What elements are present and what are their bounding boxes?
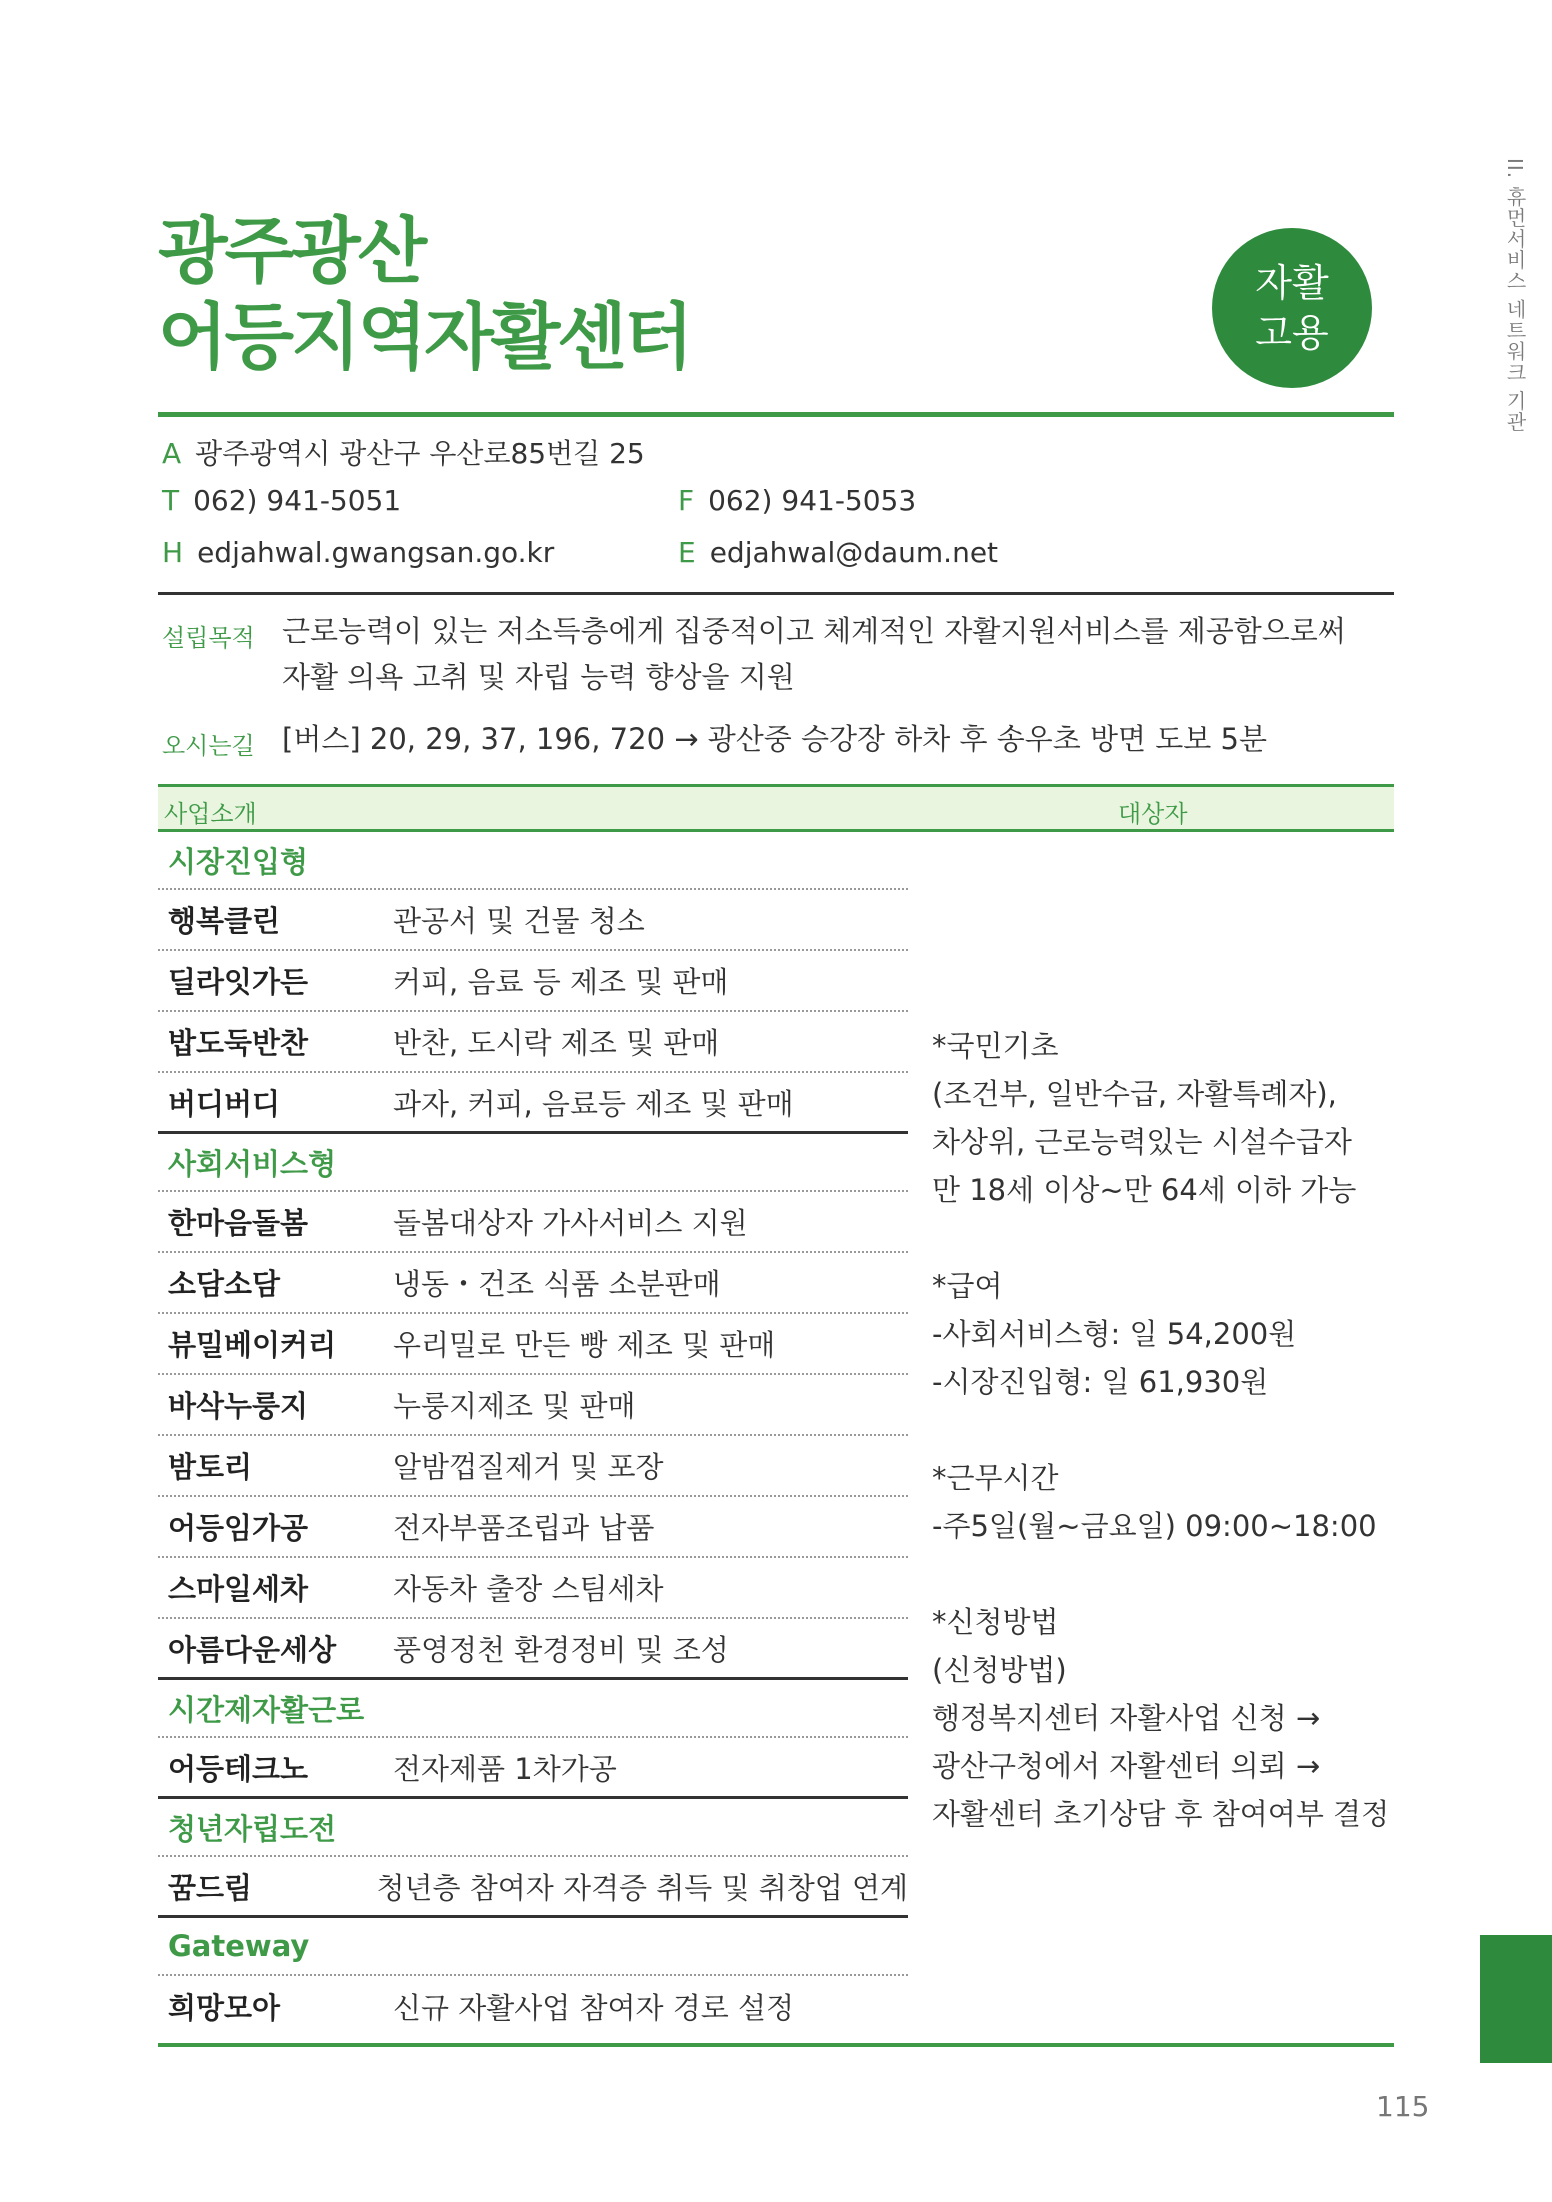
program-row [158, 1976, 908, 2037]
category-part-time: 시간제자활근로 [158, 1680, 908, 1738]
directions-text: [버스] 20, 29, 37, 196, 720 → 광산중 승강장 하차 후 송우초 방면 도보 5분 [282, 722, 1267, 756]
title-divider [158, 412, 1394, 417]
program-desc: 과자, 커피, 음료등 제조 및 판매 [393, 1086, 794, 1121]
target-line: -시장진입형: 일 61,930원 [932, 1365, 1269, 1399]
program-name: 행복클린 [168, 904, 281, 938]
program-desc: 관공서 및 건물 청소 [393, 904, 645, 938]
purpose-label: 설립목적 [162, 624, 255, 652]
program-desc: 알밤껍질제거 및 포장 [393, 1450, 664, 1484]
program-row [158, 1192, 908, 1253]
program-desc: 반찬, 도시락 제조 및 판매 [393, 1026, 720, 1060]
program-desc: 우리밀로 만든 빵 제조 및 판매 [393, 1328, 776, 1362]
program-desc: 청년층 참여자 자격증 취득 및 취창업 연계 [376, 1870, 908, 1905]
category-gateway: Gateway [158, 1918, 908, 1976]
program-row [158, 951, 908, 1012]
category-youth: 청년자립도전 [158, 1799, 908, 1857]
target-line: *급여 [932, 1269, 1003, 1303]
tel-line [162, 484, 401, 517]
target-line: 자활센터 초기상담 후 참여여부 결정 [932, 1797, 1390, 1831]
header-target: 대상자 [1118, 800, 1188, 828]
contact-divider [158, 592, 1394, 595]
target-info [932, 1022, 1389, 1838]
spacer [932, 1214, 1389, 1262]
program-desc: 전자제품 1차가공 [393, 1751, 617, 1786]
page-title [158, 208, 690, 380]
target-line: 행정복지센터 자활사업 신청 → [932, 1701, 1321, 1735]
table-header [158, 784, 1394, 832]
table-bottom-line [158, 2043, 1394, 2047]
program-desc: 자동차 출장 스팀세차 [393, 1572, 664, 1606]
page-number: 115 [1376, 2090, 1430, 2123]
homepage-link[interactable]: edjahwal.gwangsan.go.kr [197, 536, 555, 569]
program-name: 한마음돌봄 [168, 1206, 309, 1240]
program-name: 꿈드림 [168, 1870, 253, 1905]
tel-value: 062) 941-5051 [193, 484, 402, 517]
program-name: 딜라잇가든 [168, 965, 309, 999]
address-value: 광주광역시 광산구 우산로85번길 25 [195, 437, 645, 470]
program-desc: 전자부품조립과 납품 [393, 1511, 655, 1545]
title-line-2: 어등지역자활센터 [158, 295, 691, 379]
program-row [158, 1314, 908, 1375]
purpose-line-1: 근로능력이 있는 저소득층에게 집중적이고 체계적인 자활지원서비스를 제공함으로써 [282, 614, 1346, 648]
program-row [158, 1558, 908, 1619]
program-name: 밥도둑반찬 [168, 1026, 309, 1060]
program-name: 뷰밀베이커리 [168, 1328, 337, 1362]
homepage-key: H [162, 536, 184, 569]
address-key: A [162, 437, 182, 470]
address-line [162, 432, 645, 472]
fax-key: F [678, 484, 695, 517]
badge-line-2: 고용 [1255, 311, 1329, 355]
target-line: (조건부, 일반수급, 자활특례자), [932, 1077, 1337, 1111]
email-link[interactable]: edjahwal@daum.net [709, 536, 999, 569]
target-line: *신청방법 [932, 1605, 1059, 1639]
title-line-1: 광주광산 [158, 209, 425, 293]
target-line: 차상위, 근로능력있는 시설수급자 [932, 1125, 1352, 1159]
tel-key: T [162, 484, 180, 517]
homepage-line [162, 536, 554, 569]
program-desc: 신규 자활사업 참여자 경로 설정 [393, 1991, 795, 2025]
program-name: 소담소담 [168, 1267, 281, 1301]
program-row [158, 1436, 908, 1497]
chapter-tab [1480, 1935, 1552, 2063]
program-desc: 돌봄대상자 가사서비스 지원 [393, 1206, 748, 1240]
program-row [158, 1497, 908, 1558]
program-row [158, 1619, 908, 1680]
spacer [932, 1550, 1389, 1598]
category-market-entry: 시장진입형 [158, 832, 908, 890]
program-desc: 냉동・건조 식품 소분판매 [393, 1267, 721, 1301]
target-line: -사회서비스형: 일 54,200원 [932, 1317, 1297, 1351]
program-name: 버디버디 [168, 1086, 281, 1121]
fax-value: 062) 941-5053 [708, 484, 917, 517]
chapter-side-label: II. 휴먼서비스 네트워크 기관 [1503, 158, 1527, 433]
program-name: 희망모아 [168, 1991, 281, 2025]
program-name: 바삭누룽지 [168, 1389, 309, 1423]
program-desc: 누룽지제조 및 판매 [393, 1389, 636, 1423]
program-name: 어등테크노 [168, 1751, 309, 1786]
program-row [158, 1073, 908, 1134]
category-social-service: 사회서비스형 [158, 1134, 908, 1192]
program-row [158, 1857, 908, 1918]
program-row [158, 1738, 908, 1799]
program-row [158, 1012, 908, 1073]
target-line: 만 18세 이상~만 64세 이하 가능 [932, 1173, 1357, 1207]
target-line: *근무시간 [932, 1461, 1059, 1495]
target-line: -주5일(월~금요일) 09:00~18:00 [932, 1509, 1377, 1543]
program-desc: 커피, 음료 등 제조 및 판매 [393, 965, 729, 999]
program-name: 어등임가공 [168, 1511, 309, 1545]
program-name: 스마일세차 [168, 1572, 309, 1606]
program-list [158, 832, 908, 2037]
program-row [158, 1375, 908, 1436]
email-line [678, 536, 998, 569]
program-name: 밤토리 [168, 1450, 253, 1484]
badge-line-1: 자활 [1255, 261, 1329, 305]
header-business: 사업소개 [164, 800, 257, 828]
program-row [158, 890, 908, 951]
program-desc: 풍영정천 환경정비 및 조성 [393, 1632, 729, 1667]
program-row [158, 1253, 908, 1314]
fax-line [678, 484, 916, 517]
target-line: *국민기초 [932, 1029, 1059, 1063]
email-key: E [678, 536, 696, 569]
spacer [932, 1406, 1389, 1454]
target-line: 광산구청에서 자활센터 의뢰 → [932, 1749, 1321, 1783]
category-badge [1212, 228, 1372, 388]
directions-label: 오시는길 [162, 732, 255, 760]
target-line: (신청방법) [932, 1653, 1067, 1687]
purpose-line-2: 자활 의욕 고취 및 자립 능력 향상을 지원 [282, 660, 795, 694]
program-name: 아름다운세상 [168, 1632, 337, 1667]
